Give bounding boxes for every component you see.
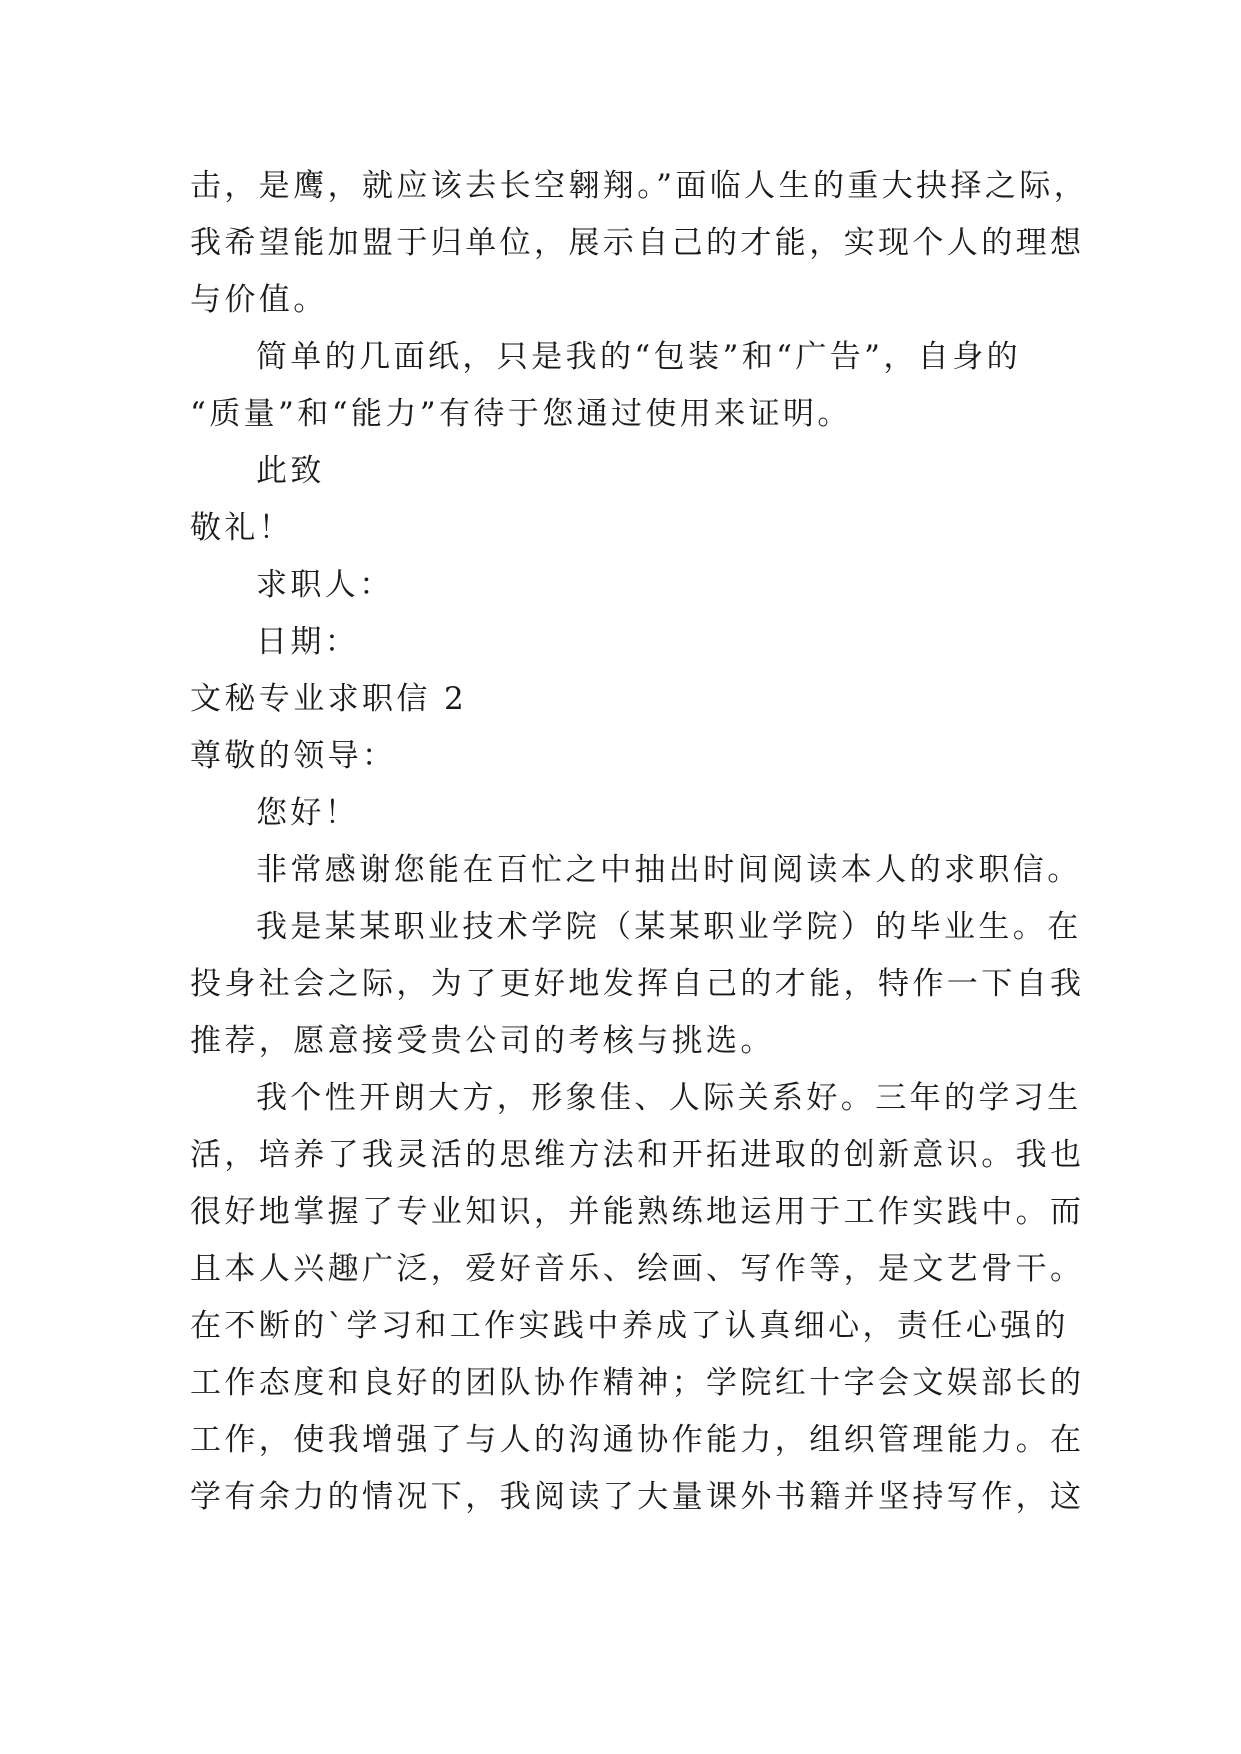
text-line: 在不断的`学习和工作实践中养成了认真细心，责任心强的 xyxy=(190,1308,1069,1344)
text-line: 非常感谢您能在百忙之中抽出时间阅读本人的求职信。 xyxy=(256,852,1082,888)
text-line: 活，培养了我灵活的思维方法和开拓进取的创新意识。我也 xyxy=(190,1137,1085,1173)
text-line: 我个性开朗大方，形象佳、人际关系好。三年的学习生 xyxy=(256,1080,1082,1116)
text-line: 我希望能加盟于归单位，展示自己的才能，实现个人的理想 xyxy=(190,225,1085,261)
section-title: 文秘专业求职信 2 xyxy=(190,681,468,717)
signature-date-label: 日期： xyxy=(256,624,360,660)
closing-salutation: 此致 xyxy=(256,453,325,489)
text-line: 且本人兴趣广泛，爱好音乐、绘画、写作等，是文艺骨干。 xyxy=(190,1251,1085,1287)
text-line: “质量”和“能力”有待于您通过使用来证明。 xyxy=(190,396,852,432)
closing-regards: 敬礼！ xyxy=(190,510,294,546)
text-line: 与价值。 xyxy=(190,282,328,318)
text-line: 投身社会之际，为了更好地发挥自己的才能，特作一下自我 xyxy=(190,966,1085,1002)
text-line: 很好地掌握了专业知识，并能熟练地运用于工作实践中。而 xyxy=(190,1194,1085,1230)
text-line: 我是某某职业技术学院（某某职业学院）的毕业生。在 xyxy=(256,909,1082,945)
text-line: 简单的几面纸，只是我的“包装”和“广告”，自身的 xyxy=(256,339,1021,375)
text-line: 推荐，愿意接受贵公司的考核与挑选。 xyxy=(190,1023,775,1059)
text-line: 工作态度和良好的团队协作精神；学院红十字会文娱部长的 xyxy=(190,1365,1085,1401)
text-line: 击，是鹰，就应该去长空翱翔。”面临人生的重大抉择之际， xyxy=(190,168,1089,204)
text-line: 学有余力的情况下，我阅读了大量课外书籍并坚持写作，这 xyxy=(190,1479,1085,1515)
signature-applicant-label: 求职人： xyxy=(256,567,394,603)
text-line: 工作，使我增强了与人的沟通协作能力，组织管理能力。在 xyxy=(190,1422,1085,1458)
greeting: 尊敬的领导： xyxy=(190,738,397,774)
greeting-hello: 您好！ xyxy=(256,795,360,831)
